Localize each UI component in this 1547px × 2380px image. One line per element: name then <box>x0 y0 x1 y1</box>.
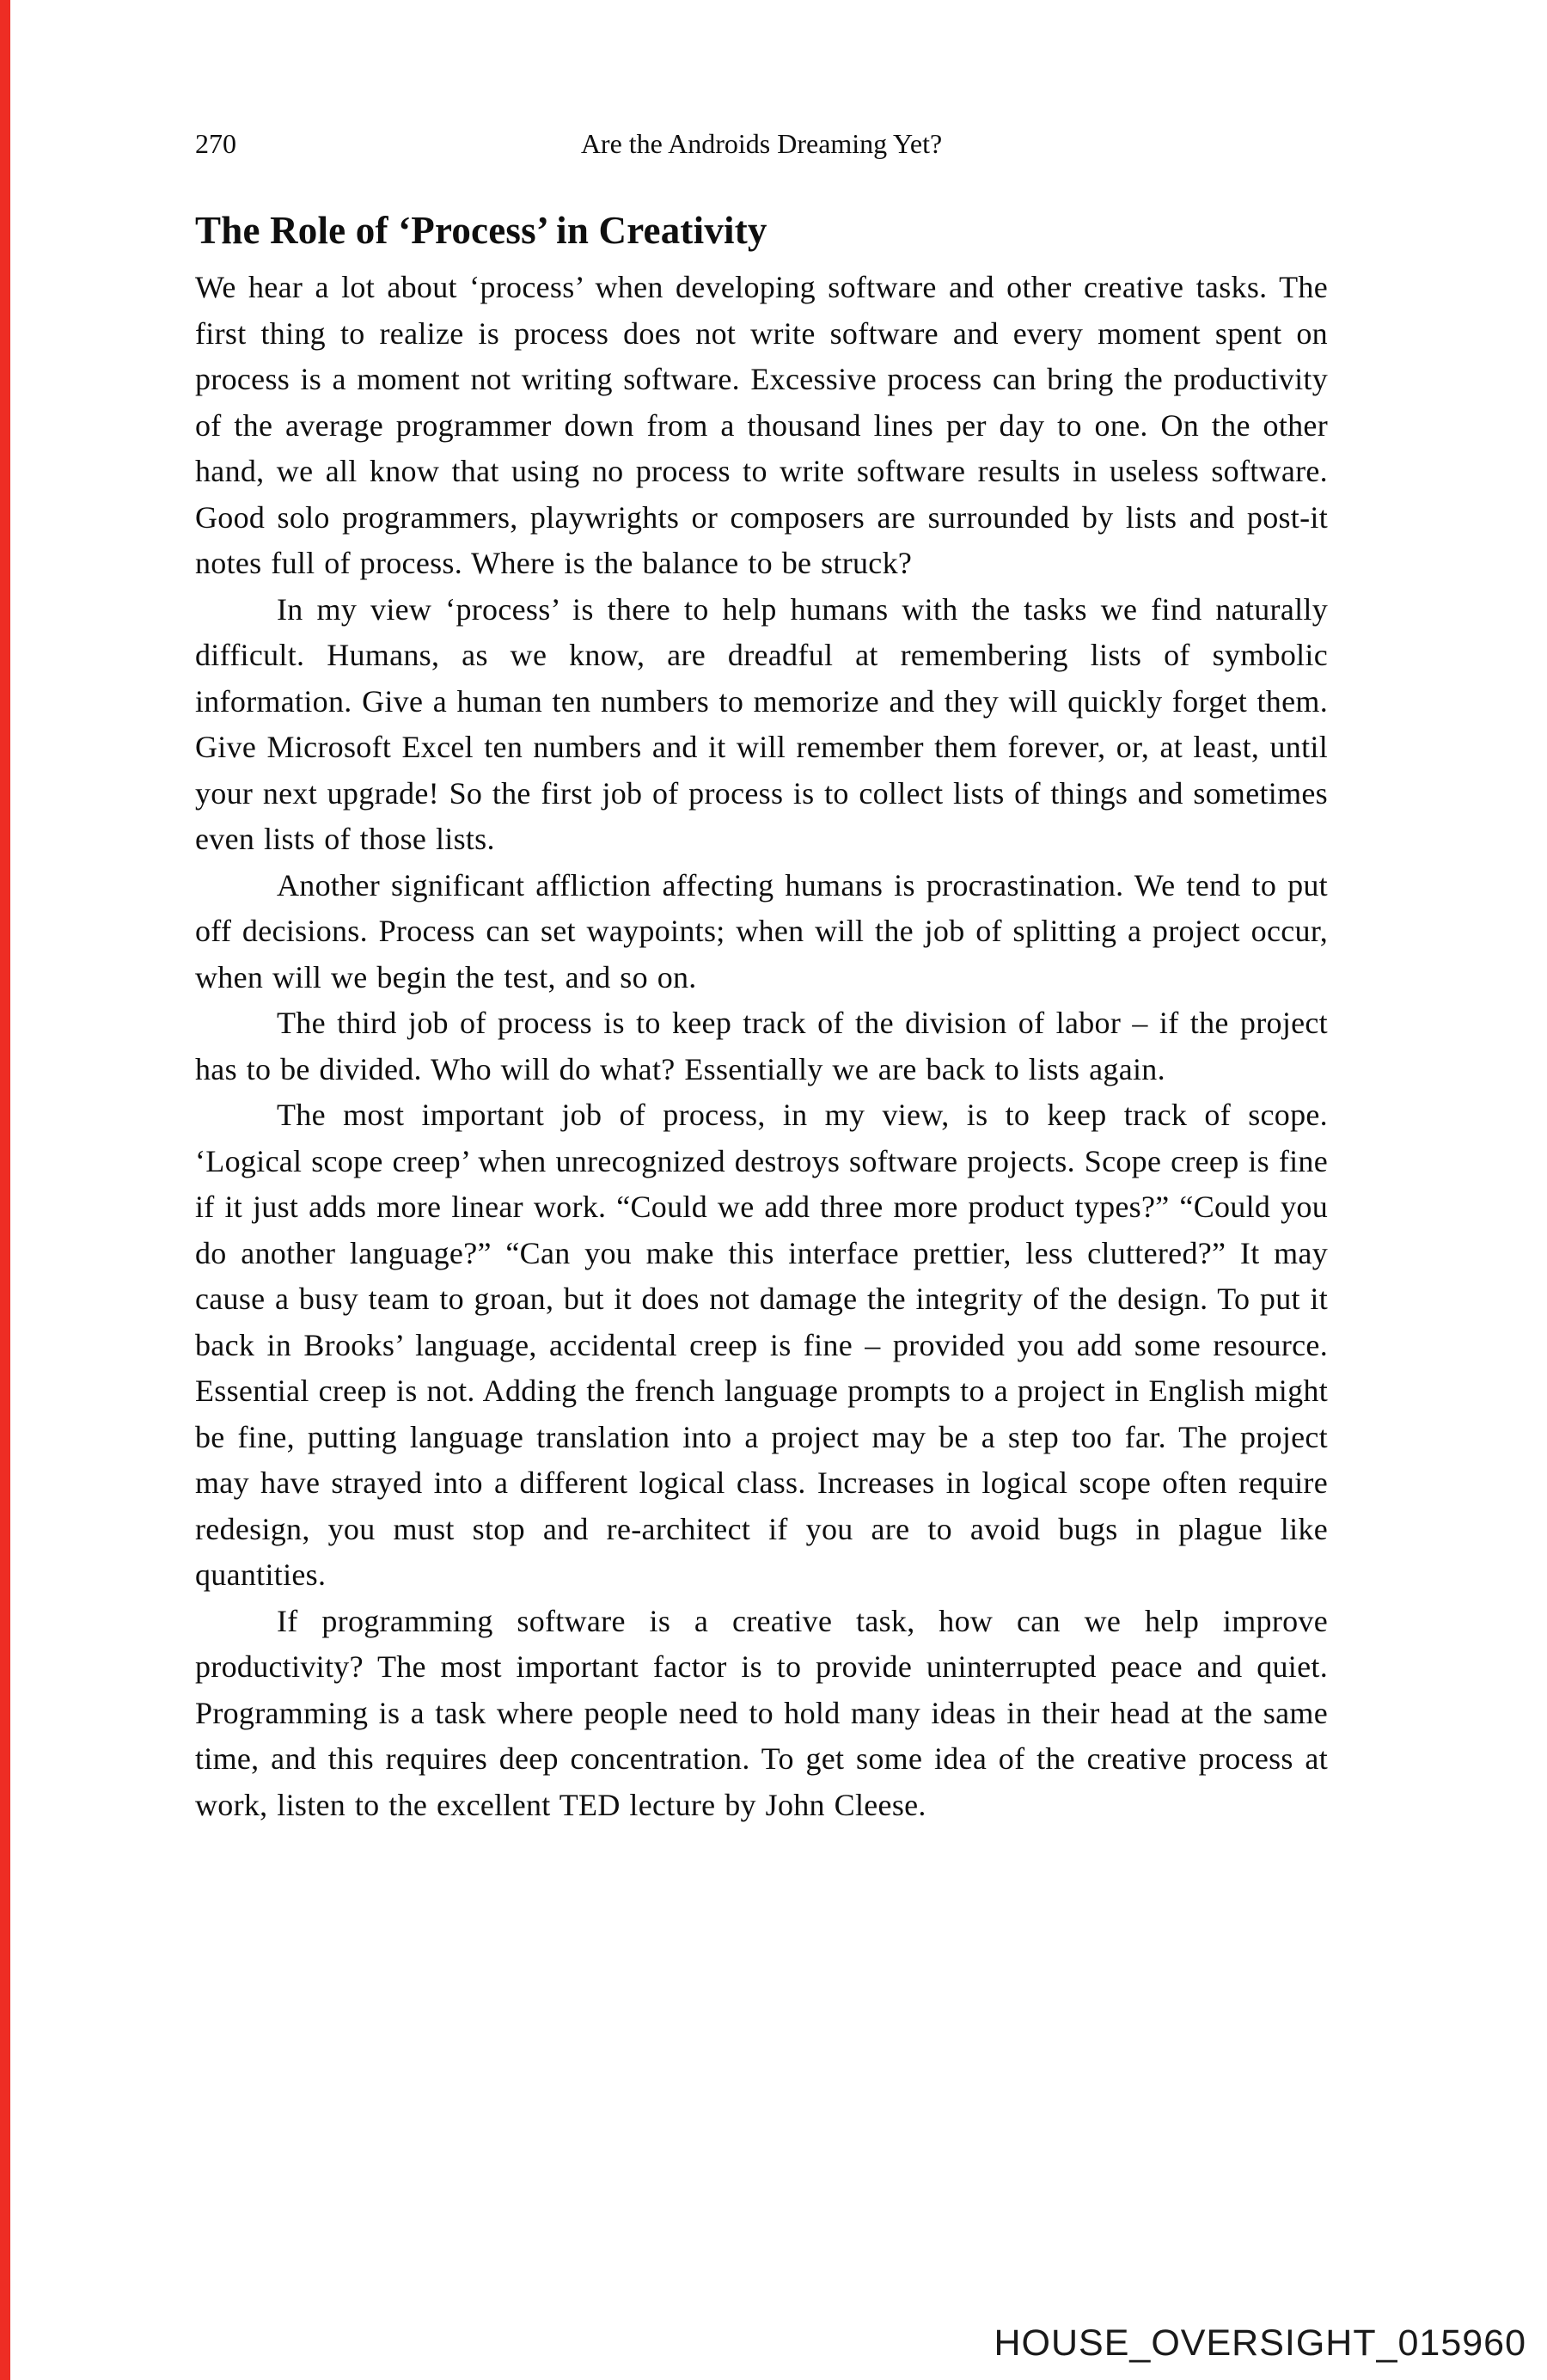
red-edge-stripe <box>0 0 10 2380</box>
running-header: Are the Androids Dreaming Yet? <box>580 128 943 159</box>
page-content <box>195 127 1328 1828</box>
oversight-stamp: HOUSE_OVERSIGHT_015960 <box>994 2322 1526 2364</box>
paragraph-2: In my view ‘process’ is there to help humans with the tasks we find naturally difficult. Humans, as we know, are dreadful at remembering lists of symbolic information. Give a human ten numbers to memorize and they will quickly forget them. Give Microsoft Excel ten numbers and it will remember them forever, or, at least, until your next upgrade! So the first job of process is to collect lists of things and sometimes even lists of those lists. <box>195 591 1328 856</box>
paragraph-3: Another significant affliction affecting humans is procrastination. We tend to put off decisions. Process can set waypoints; when will the job of splitting a project occur, when will we begin the test, and so on. <box>195 867 1328 994</box>
paragraph-1: We hear a lot about ‘process’ when developing software and other creative tasks. The first thing to realize is process does not write software and every moment spent on process is a moment not writing software. Excessive process can bring the productivity of the average programmer down from a thousand lines per day to one. On the other hand, we all know that using no process to write software results in useless software. Good solo programmers, playwrights or composers are surrounded by lists and post-it notes full of process. Where is the balance to be struck? <box>195 270 1328 580</box>
section-title: The Role of ‘Process’ in Creativity <box>195 209 767 252</box>
paragraph-5: The most important job of process, in my view, is to keep track of scope. ‘Logical scope creep’ when unrecognized destroys software projects. Scope creep is fine if it just adds more linear work. “Could we add three more product types?” “Could you do another language?” “Can you make this interface prettier, less cluttered?” It may cause a busy team to groan, but it does not damage the integrity of the design. To put it back in Brooks’ language, accidental creep is fine – provided you add some resource. Essential creep is not. Adding the french language prompts to a project in English might be fine, putting language translation into a project may be a step too far. The project may have strayed into a different logical class. Increases in logical scope often require redesign, you must stop and re-architect if you are to avoid bugs in plague like quantities. <box>195 1098 1328 1592</box>
body-text <box>195 265 1328 1828</box>
paragraph-4: The third job of process is to keep track of the division of labor – if the project has to be divided. Who will do what? Essentially we are back to lists again. <box>195 1006 1328 1086</box>
page-header <box>195 127 1328 160</box>
paragraph-6: If programming software is a creative task, how can we help improve productivity? The most important factor is to provide uninterrupted peace and quiet. Programming is a task where people need to hold many ideas in their head at the same time, and this requires deep concentration. To get some idea of the creative process at work, listen to the excellent TED lecture by John Cleese. <box>195 1603 1328 1822</box>
page-number: 270 <box>195 128 236 159</box>
